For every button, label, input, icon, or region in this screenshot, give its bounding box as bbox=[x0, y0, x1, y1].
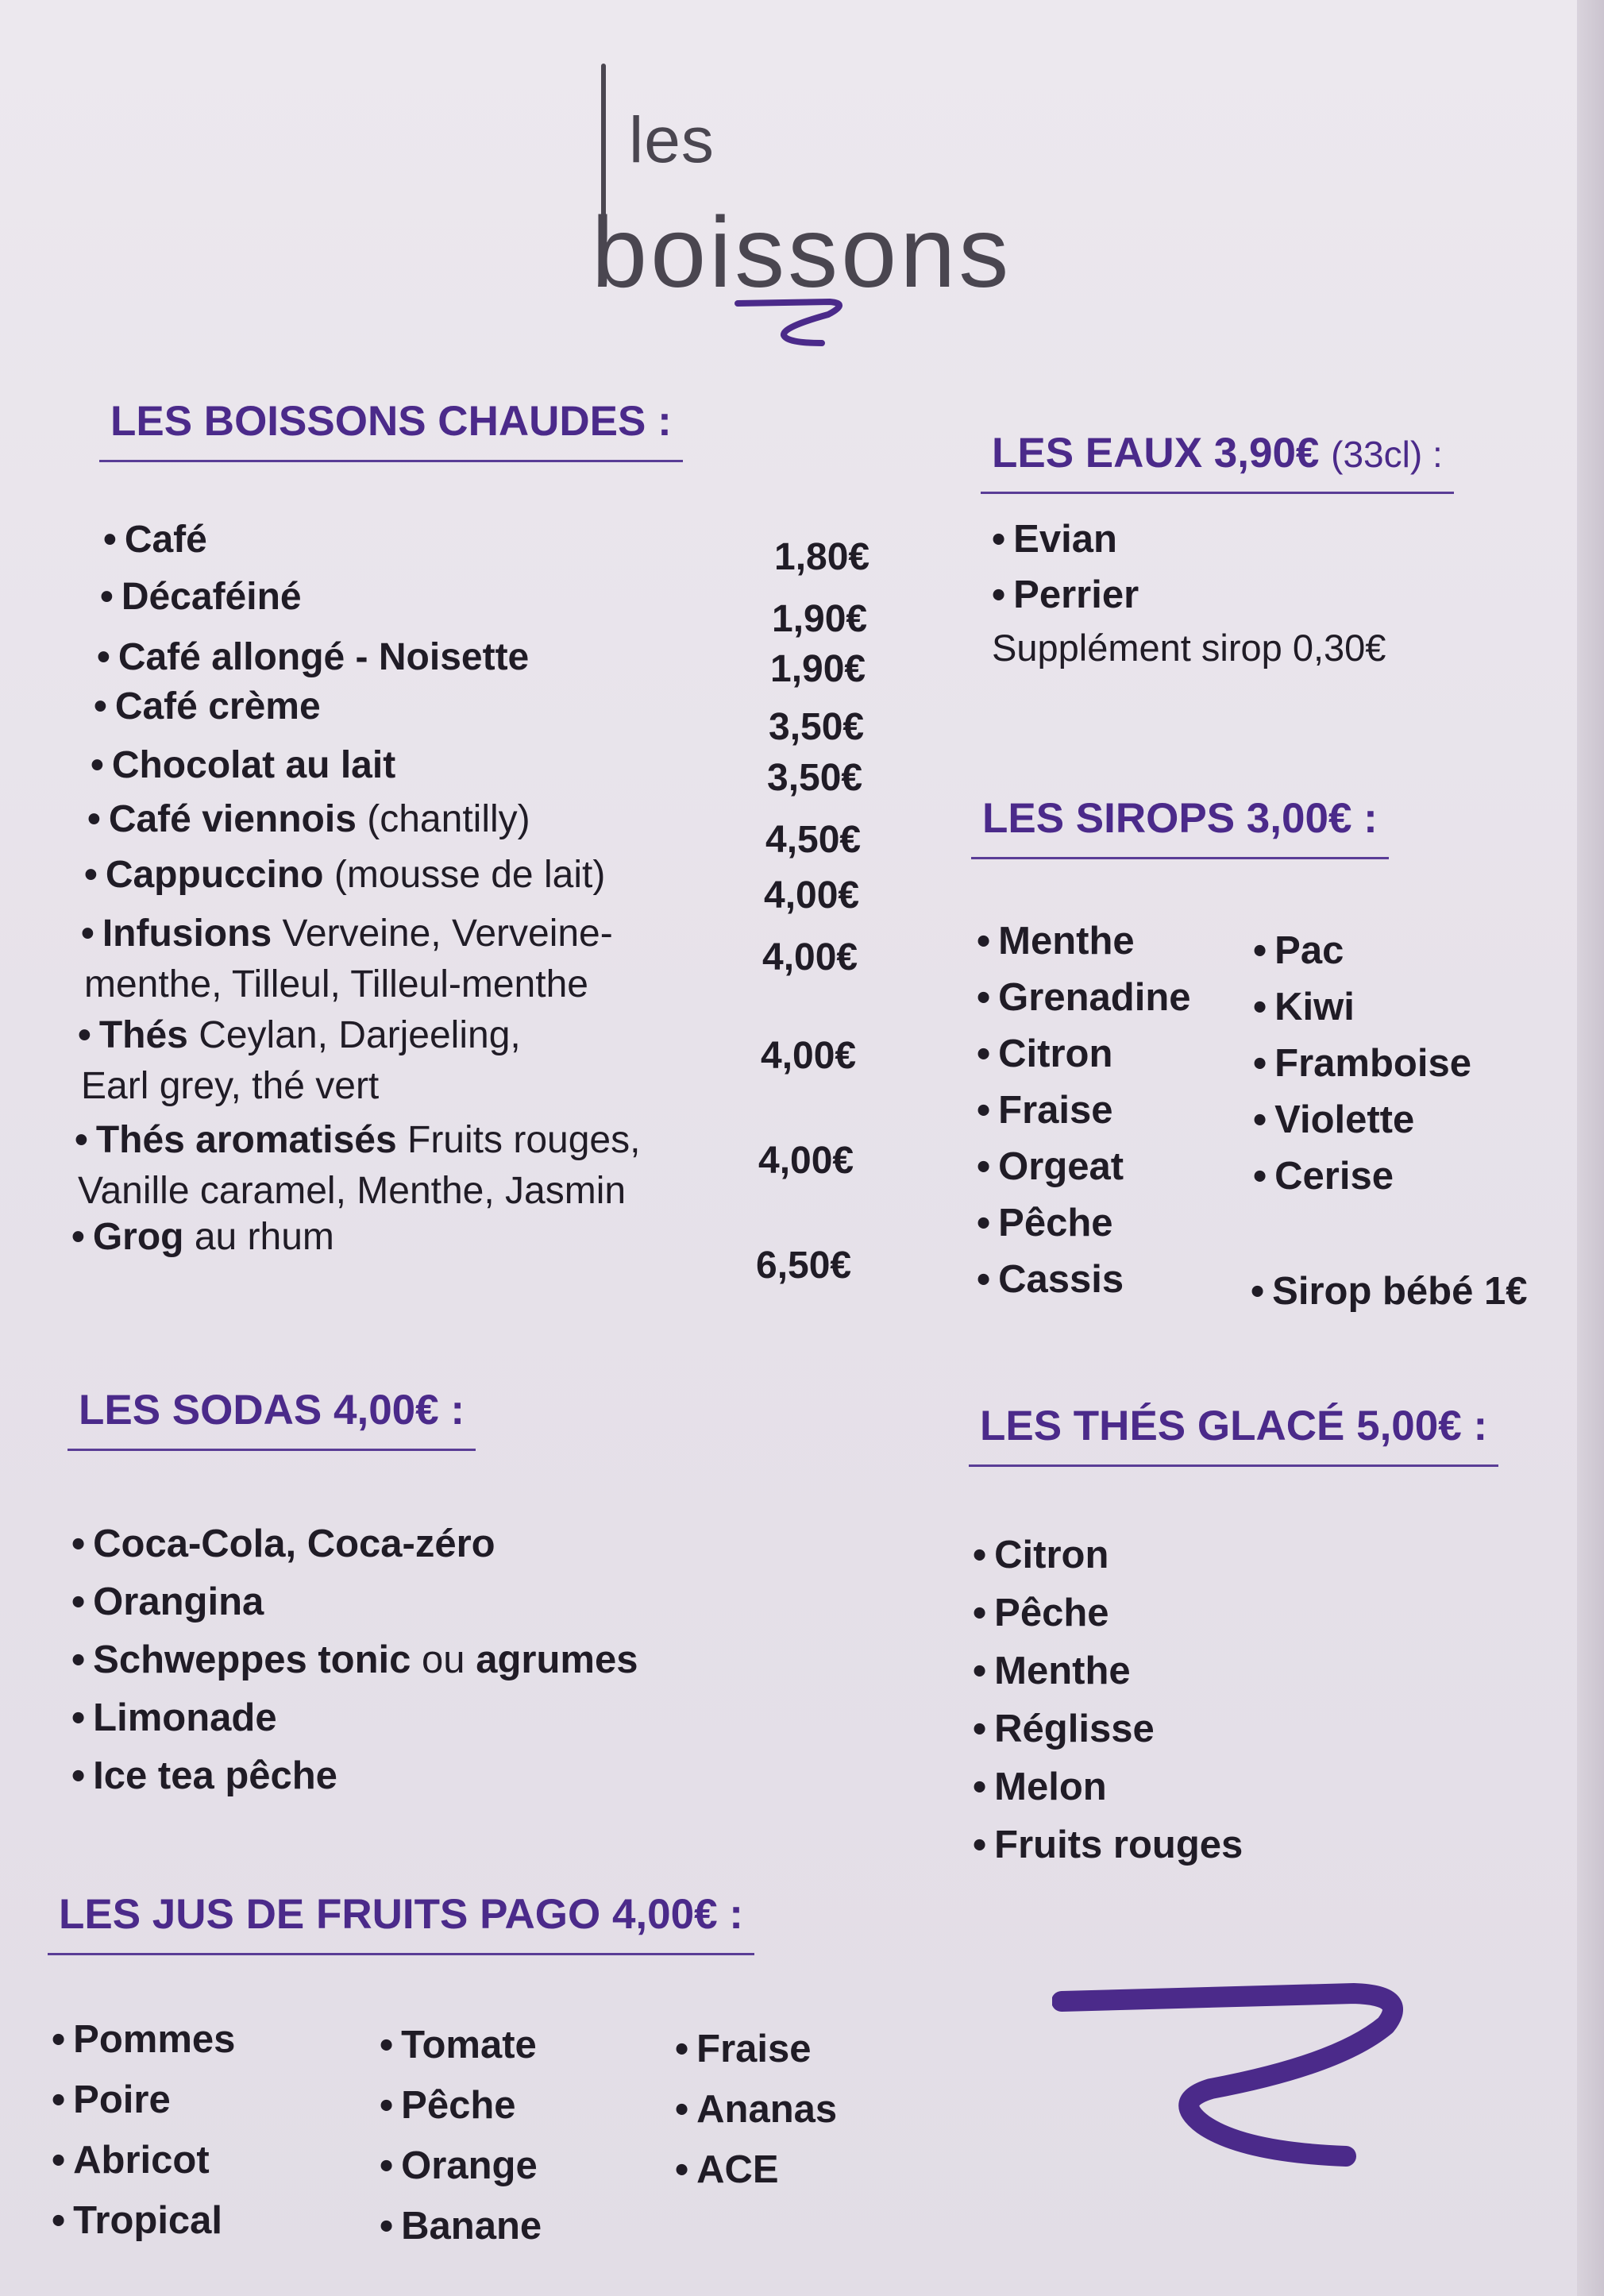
bullet-icon: • bbox=[100, 576, 114, 618]
syrups-list-col1 bbox=[977, 913, 1191, 1308]
iced-teas-list bbox=[973, 1526, 1243, 1874]
menu-item-name: Chocolat au lait bbox=[111, 744, 396, 786]
list-item: • Melon bbox=[973, 1765, 1107, 1808]
waters-heading: LES EAUX 3,90€ (33cl) : bbox=[981, 429, 1454, 494]
list-item: • Orange bbox=[380, 2144, 538, 2187]
menu-item-price: 4,50€ bbox=[765, 819, 862, 861]
list-item: • Coca-Cola, Coca-zéro bbox=[71, 1522, 495, 1565]
list-item: • Tropical bbox=[52, 2199, 223, 2242]
sodas-heading: LES SODAS 4,00€ : bbox=[67, 1386, 476, 1451]
menu-item-name: Café bbox=[124, 519, 207, 561]
juices-list-col3 bbox=[675, 2019, 837, 2200]
bullet-icon: • bbox=[91, 744, 104, 786]
list-item: • Fruits rouges bbox=[973, 1823, 1243, 1866]
menu-item-line bbox=[103, 518, 207, 562]
menu-item-price: 3,50€ bbox=[769, 706, 865, 748]
menu-item bbox=[100, 575, 302, 619]
menu-item-detail-line2: Earl grey, thé vert bbox=[81, 1065, 380, 1107]
juices-list-col2 bbox=[380, 2015, 542, 2256]
bullet-icon: • bbox=[97, 636, 110, 678]
menu-item-detail: Verveine, Verveine- bbox=[282, 913, 613, 955]
list-item: • Tomate bbox=[380, 2024, 537, 2066]
list-item: • ACE bbox=[675, 2148, 779, 2191]
menu-item bbox=[94, 685, 321, 729]
bullet-icon: • bbox=[78, 1014, 91, 1056]
list-item: • Citron bbox=[977, 1032, 1113, 1075]
menu-item bbox=[103, 518, 207, 562]
menu-item-line bbox=[100, 575, 302, 619]
menu-item-price: 4,00€ bbox=[764, 874, 860, 916]
list-item: • Pac bbox=[1253, 929, 1344, 972]
waters-section bbox=[981, 429, 1454, 673]
list-item: • Cassis bbox=[977, 1258, 1124, 1301]
page-title: boissons bbox=[592, 196, 1012, 308]
menu-item-detail: Fruits rouges, bbox=[407, 1119, 641, 1161]
menu-item-detail: Ceylan, Darjeeling, bbox=[199, 1014, 521, 1056]
menu-item bbox=[91, 743, 395, 788]
menu-item-detail: au rhum bbox=[194, 1216, 334, 1258]
list-item: • Citron bbox=[973, 1534, 1109, 1576]
list-item: • Orgeat bbox=[977, 1145, 1124, 1188]
page-edge bbox=[1577, 0, 1604, 2296]
menu-item-line bbox=[71, 1215, 334, 1260]
syrups-list-col2 bbox=[1253, 923, 1471, 1205]
bullet-icon: • bbox=[75, 1119, 88, 1161]
syrup-supplement-note: Supplément sirop 0,30€ bbox=[992, 627, 1386, 669]
hot-drinks-section bbox=[99, 397, 683, 462]
bullet-icon: • bbox=[84, 854, 98, 896]
iced-teas-heading: LES THÉS GLACÉ 5,00€ : bbox=[969, 1402, 1498, 1467]
bullet-icon: • bbox=[94, 685, 107, 727]
list-item: • Abricot bbox=[52, 2139, 210, 2182]
menu-item-line bbox=[75, 1118, 640, 1163]
list-item: • Menthe bbox=[973, 1650, 1131, 1692]
list-item: • Pêche bbox=[380, 2084, 516, 2127]
list-item: • Schweppes tonic ou agrumes bbox=[71, 1638, 638, 1681]
menu-item-price: 4,00€ bbox=[761, 1035, 857, 1077]
menu-item-name: Grog bbox=[92, 1216, 184, 1258]
menu-item-detail: (chantilly) bbox=[367, 798, 530, 840]
list-item: • Limonade bbox=[71, 1696, 277, 1739]
sodas-section bbox=[67, 1386, 476, 1451]
menu-item-line bbox=[94, 685, 321, 729]
list-item: • Poire bbox=[52, 2078, 171, 2121]
menu-item bbox=[71, 1215, 334, 1260]
bullet-icon: • bbox=[81, 913, 94, 955]
syrups-heading: LES SIROPS 3,00€ : bbox=[971, 794, 1389, 859]
menu-item-price: 4,00€ bbox=[758, 1140, 854, 1182]
menu-item-name: Décaféiné bbox=[121, 576, 302, 618]
list-item: • Violette bbox=[1253, 1098, 1415, 1141]
menu-item-name: Thés aromatisés bbox=[95, 1119, 397, 1161]
list-item: • Ice tea pêche bbox=[71, 1754, 337, 1797]
bullet-icon: • bbox=[103, 519, 117, 561]
syrups-section bbox=[971, 794, 1389, 859]
list-item: • Orangina bbox=[71, 1580, 264, 1623]
bullet-icon: • bbox=[87, 798, 101, 840]
title-squiggle-icon bbox=[735, 294, 854, 349]
juices-section bbox=[48, 1890, 754, 1955]
list-item: • Banane bbox=[380, 2205, 542, 2248]
list-item: • Fraise bbox=[977, 1089, 1113, 1132]
list-item: • Réglisse bbox=[973, 1708, 1155, 1750]
iced-teas-section bbox=[969, 1402, 1498, 1467]
menu-item-price: 1,90€ bbox=[770, 648, 866, 690]
juices-heading: LES JUS DE FRUITS PAGO 4,00€ : bbox=[48, 1890, 754, 1955]
menu-item-price: 4,00€ bbox=[762, 936, 858, 978]
menu-item bbox=[87, 797, 530, 842]
list-item: • Ananas bbox=[675, 2088, 838, 2131]
bullet-icon: • bbox=[71, 1216, 85, 1258]
list-item: • Fraise bbox=[675, 2028, 812, 2070]
menu-item bbox=[97, 635, 529, 680]
list-item: • Pommes bbox=[52, 2018, 236, 2061]
menu-item-price: 6,50€ bbox=[756, 1244, 852, 1287]
menu-item-name: Cappuccino bbox=[105, 854, 324, 896]
menu-item-line bbox=[84, 853, 605, 897]
juices-list-col1 bbox=[52, 2009, 235, 2251]
sodas-list bbox=[71, 1515, 638, 1805]
menu-item-price: 1,90€ bbox=[772, 598, 868, 640]
list-item: • Pêche bbox=[977, 1202, 1113, 1244]
menu-item-line bbox=[97, 635, 529, 680]
menu-item-name: Café allongé - Noisette bbox=[118, 636, 530, 678]
menu-item bbox=[75, 1118, 640, 1214]
waters-list bbox=[992, 511, 1454, 623]
menu-item-name: Café crème bbox=[114, 685, 321, 727]
list-item: • Pêche bbox=[973, 1592, 1109, 1634]
menu-item-line bbox=[78, 1013, 521, 1058]
menu-item-line bbox=[87, 797, 530, 842]
menu-item-detail-line2: menthe, Tilleul, Tilleul-menthe bbox=[84, 963, 588, 1005]
list-item: • Perrier bbox=[992, 573, 1139, 616]
list-item: • Framboise bbox=[1253, 1042, 1471, 1085]
menu-item-line bbox=[81, 912, 613, 956]
menu-item-price: 3,50€ bbox=[767, 757, 863, 799]
decorative-swirl-icon bbox=[1052, 1978, 1417, 2176]
menu-item-price: 1,80€ bbox=[774, 536, 870, 578]
menu-item-line bbox=[91, 743, 395, 788]
title-small: les bbox=[629, 104, 715, 176]
list-item: • Grenadine bbox=[977, 976, 1191, 1019]
baby-syrup-item: • Sirop bébé 1€ bbox=[1251, 1270, 1528, 1313]
menu-item bbox=[81, 912, 613, 1007]
menu-item-name: Thés bbox=[98, 1014, 188, 1056]
menu-item-name: Café viennois bbox=[108, 798, 357, 840]
list-item: • Evian bbox=[992, 518, 1117, 561]
menu-item-detail-line2: Vanille caramel, Menthe, Jasmin bbox=[78, 1170, 627, 1212]
list-item: • Cerise bbox=[1253, 1155, 1394, 1198]
menu-item-name: Infusions bbox=[102, 913, 272, 955]
list-item: • Kiwi bbox=[1253, 986, 1355, 1028]
list-item: • Menthe bbox=[977, 920, 1135, 963]
menu-item bbox=[84, 853, 605, 897]
hot-drinks-heading: LES BOISSONS CHAUDES : bbox=[99, 397, 683, 462]
menu-item-detail: (mousse de lait) bbox=[334, 854, 606, 896]
menu-item bbox=[78, 1013, 521, 1109]
